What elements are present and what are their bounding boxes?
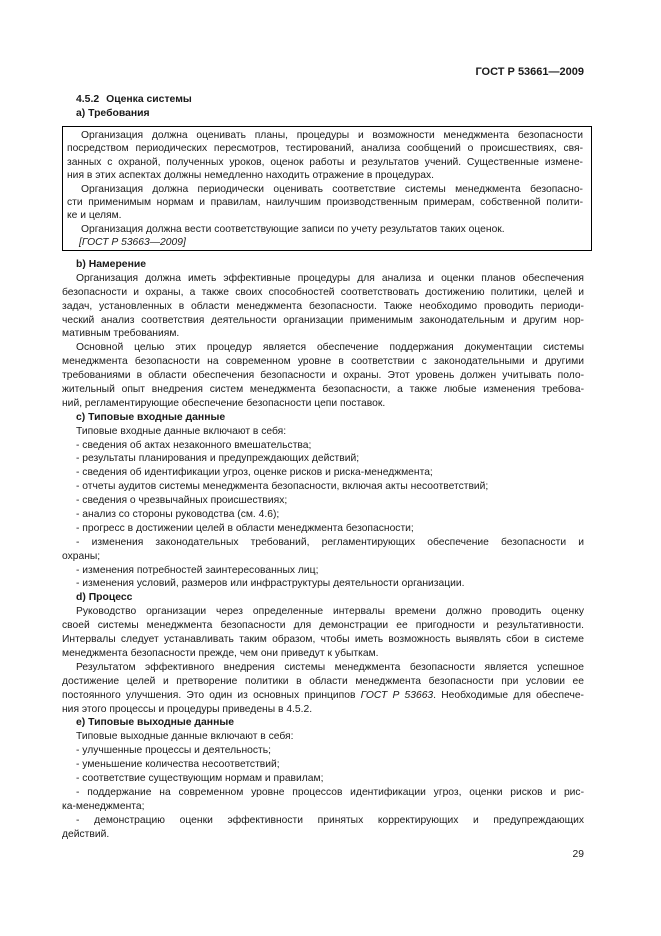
list-item xyxy=(62,577,584,591)
text-line: Организация должна оценивать планы, процедуры и возможности менеджмента безопасности xyxy=(81,130,583,141)
list-item xyxy=(62,564,584,578)
text-line: Результатом эффективного внедрения системы менеджмента безопасности является успешное xyxy=(76,661,584,673)
text-line: безопасности и охраны, а также своих способностей соответствовать достижению политики, целей и xyxy=(62,286,584,298)
page-number: 29 xyxy=(572,849,584,860)
box-paragraph xyxy=(67,223,583,236)
text-segment: постоянного улучшения. Это один из основных принципов xyxy=(62,689,361,701)
standard-reference: ГОСТ Р 53663 xyxy=(360,689,434,701)
list-item xyxy=(62,744,584,758)
paragraph xyxy=(62,272,584,341)
text-segment: . Необходимые для обеспече- xyxy=(433,689,584,701)
list-item xyxy=(62,494,584,508)
clause-block xyxy=(62,93,592,251)
clause-heading xyxy=(62,93,592,107)
text-line: Интервалы следует устанавливать таким образом, чтобы иметь возможность выявлять сбои в системе xyxy=(62,634,584,646)
text-line: Организация должна иметь эффективные процедуры для анализа и оценки планов обеспечения xyxy=(76,272,584,284)
text-line: - отчеты аудитов системы менеджмента безопасности, включая акты несоответствий; xyxy=(76,481,489,493)
list-item xyxy=(62,508,584,522)
section xyxy=(62,411,584,592)
section xyxy=(62,591,584,716)
list-item xyxy=(62,439,584,453)
requirement-box xyxy=(62,126,592,251)
paragraph xyxy=(62,341,584,410)
text-line: ния этого процессы и процедуры приведены в 4.5.2. xyxy=(62,703,313,715)
text-line: - демонстрацию оценки эффективности принятых корректирующих и предупреждающих xyxy=(76,814,584,826)
list-item xyxy=(62,466,584,480)
document-code: ГОСТ Р 53661—2009 xyxy=(475,66,584,78)
text-line: жительный опыт внедрения систем менеджмента безопасности, а также любые изменения требова- xyxy=(62,384,584,396)
paragraph xyxy=(62,730,584,744)
text-line: Организация должна вести соответствующие записи по учету результатов таких оценок. xyxy=(81,223,505,235)
text-line: требованиями в области обеспечения безопасности и охраны. Этот уровень должен учитывать поло- xyxy=(62,370,584,382)
text-line: - результаты планирования и предупреждающих действий; xyxy=(76,453,360,465)
text-line: ке и целям. xyxy=(67,210,122,222)
text-line: Основной целью этих процедур является обеспечение поддержания документации системы xyxy=(76,342,584,354)
text-line: - изменения потребностей заинтересованных лиц; xyxy=(76,564,319,576)
requirement-text xyxy=(67,129,583,236)
list-item xyxy=(62,480,584,494)
paragraph xyxy=(62,425,584,439)
citation: [ГОСТ Р 53663—2009] xyxy=(79,237,186,249)
text-line: - сведения об актах незаконного вмешательства; xyxy=(76,439,312,451)
clause-number: 4.5.2 xyxy=(76,94,100,105)
text-line: - изменения условий, размеров или инфраструктуры деятельности организации. xyxy=(76,578,465,590)
list-item xyxy=(62,536,584,564)
text-line: - изменения законодательных требований, регламентирующих обеспечение безопасности и xyxy=(76,536,584,548)
list-item xyxy=(62,758,584,772)
paragraph xyxy=(62,605,584,661)
document-body xyxy=(62,258,584,841)
text-line: посредством периодических пересмотров, тестирований, анализа сообщений о происшествиях, свя- xyxy=(67,143,583,155)
text-line: - анализ со стороны руководства (см. 4.6); xyxy=(76,509,280,521)
text-line: ка-менеджмента; xyxy=(62,800,145,812)
list-item xyxy=(62,772,584,786)
section-heading: c) Типовые входные данные xyxy=(76,411,226,423)
text-line: - поддержание на современном уровне процессов идентификации угроз, оценки рисков и рис- xyxy=(76,786,584,798)
text-line: - сведения об идентификации угроз, оценке рисков и риска-менеджмента; xyxy=(76,467,433,479)
list-item xyxy=(62,522,584,536)
clause-title: Оценка системы xyxy=(106,94,192,105)
list-item xyxy=(62,452,584,466)
text-line: мативным требованиям. xyxy=(62,328,180,340)
text-line: Типовые выходные данные включают в себя: xyxy=(76,731,294,743)
text-line: Организация должна периодически оценивать соответствие системы менеджмента безопасно- xyxy=(81,183,583,195)
requirements-heading: a) Требования xyxy=(76,108,150,119)
text-line: охраны; xyxy=(62,550,101,562)
text-line: - прогресс в достижении целей в области менеджмента безопасности; xyxy=(76,522,414,534)
text-line: - сведения о чрезвычайных происшествиях; xyxy=(76,495,288,507)
paragraph xyxy=(62,661,584,717)
text-line xyxy=(62,689,584,703)
text-line: ний, регламентирующие обеспечение безопасности цепи поставок. xyxy=(62,397,386,409)
section-heading: e) Типовые выходные данные xyxy=(76,717,234,729)
box-paragraph xyxy=(67,183,583,223)
text-line: занных с охраной, полученных уроков, оценок работы и результатов учений. Существенные измене- xyxy=(67,156,583,168)
text-line: - уменьшение количества несоответствий; xyxy=(76,759,280,771)
list-item xyxy=(62,814,584,842)
text-line: действий. xyxy=(62,828,110,840)
text-line: своей системы менеджмента безопасности для демонстрации ее пригодности и результативности. xyxy=(62,620,584,632)
box-paragraph xyxy=(67,129,583,183)
text-line: достижение целей и претворение политики в области менеджмента безопасности при условии ее xyxy=(62,675,584,687)
text-line: менеджмента безопасности прежде, чем они приведут к убыткам. xyxy=(62,647,379,659)
section xyxy=(62,258,584,411)
list-item xyxy=(62,786,584,814)
text-line: - соответствие существующим нормам и правилам; xyxy=(76,772,324,784)
text-line: ния в этих аспектах должны немедленно находить отражение в процедурах. xyxy=(67,170,434,182)
section-heading: d) Процесс xyxy=(76,592,133,604)
text-line: задач, установленных в области менеджмента безопасности. Также необходимо проводить периоди- xyxy=(62,300,584,312)
text-line: Типовые входные данные включают в себя: xyxy=(76,425,287,437)
text-line: Руководство организации через определенные интервалы времени должно проводить оценку xyxy=(76,606,584,618)
text-line: менеджмента безопасности на современном уровне в соответствии с законодательными и другими xyxy=(62,356,584,368)
section-heading: b) Намерение xyxy=(76,259,147,270)
text-line: ческий анализ соответствия деятельности организации применимым законодательным и другим нор- xyxy=(62,314,584,326)
text-line: - улучшенные процессы и деятельность; xyxy=(76,745,271,757)
section xyxy=(62,716,584,841)
text-line: сти применимым нормам и правилам, наилучшим производственным примерам, собственной полити- xyxy=(67,196,583,208)
